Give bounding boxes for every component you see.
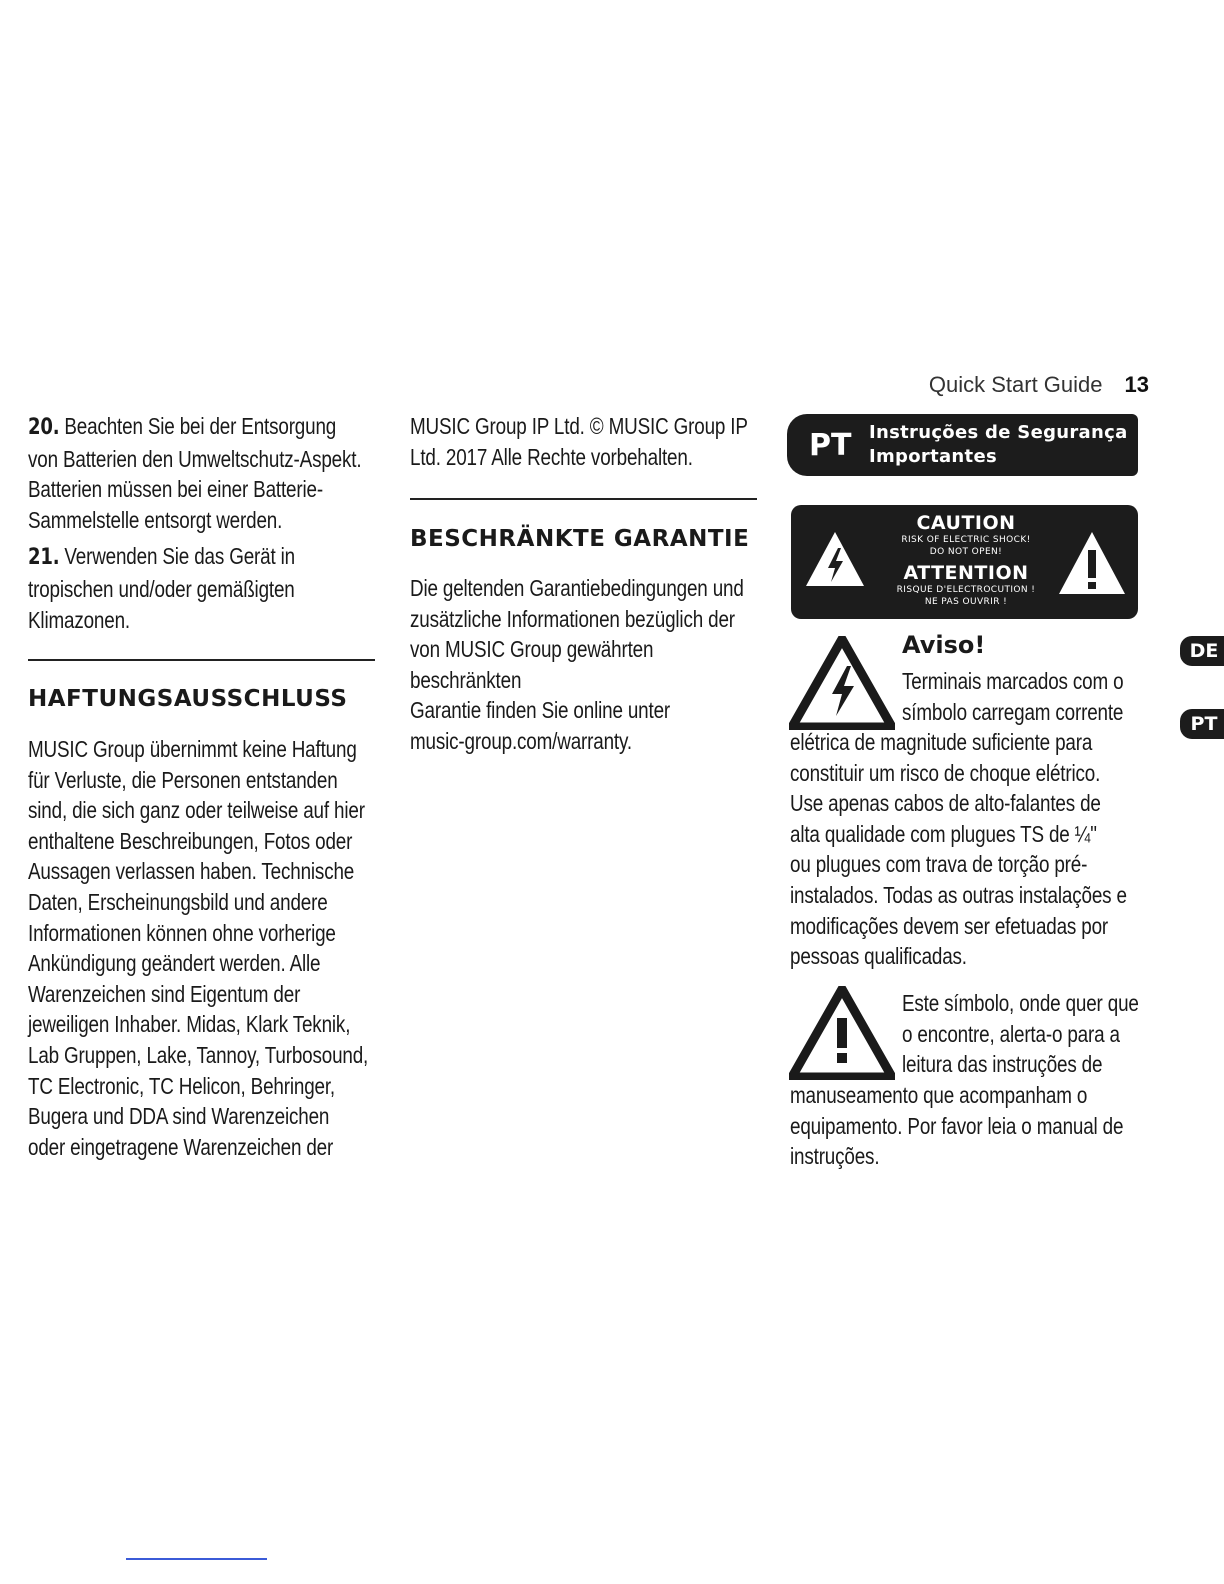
pt-section-banner bbox=[787, 414, 1138, 476]
body-line: alta qualidade com plugues TS de ¼" bbox=[790, 820, 1097, 847]
item-20-number: 20. bbox=[28, 415, 60, 440]
body-line: Terminais marcados com o bbox=[902, 668, 1124, 694]
body-line: TC Electronic, TC Helicon, Behringer, bbox=[28, 1072, 336, 1099]
body-line: Este símbolo, onde quer que bbox=[902, 990, 1139, 1016]
body-line: Daten, Erscheinungsbild und andere bbox=[28, 888, 328, 915]
body-line: zusätzliche Informationen bezüglich der bbox=[410, 605, 735, 632]
section-divider bbox=[410, 498, 757, 500]
symbol-indented bbox=[902, 988, 1191, 1080]
body-line: manuseamento que acompanham o bbox=[790, 1082, 1088, 1108]
exclamation-icon bbox=[789, 986, 895, 1080]
attention-sub: NE PAS OUVRIR ! bbox=[924, 597, 1008, 607]
item-20-line: Batterien müssen bei einer Batterie- bbox=[28, 476, 323, 503]
body-line: enthaltene Beschreibungen, Fotos oder bbox=[28, 827, 353, 854]
item-21-line: tropischen und/oder gemäßigten bbox=[28, 575, 295, 602]
item-20-line: von Batterien den Umweltschutz-Aspekt. bbox=[28, 445, 362, 472]
page-number: 13 bbox=[1124, 372, 1149, 397]
column-middle bbox=[410, 411, 830, 472]
disclaimer-body bbox=[28, 734, 448, 1162]
body-line: sind, die sich ganz oder teilweise auf hier bbox=[28, 797, 365, 824]
symbol-body bbox=[790, 1080, 1210, 1172]
body-line: o encontre, alerta-o para a bbox=[902, 1020, 1120, 1047]
body-line: símbolo carregam corrente bbox=[902, 698, 1124, 725]
body-line: für Verluste, die Personen entstanden bbox=[28, 766, 338, 793]
warranty-link[interactable]: music-group.com/warranty. bbox=[410, 727, 632, 754]
banner-title-line: Instruções de Segurança bbox=[869, 422, 1128, 443]
item-21-number: 21. bbox=[28, 545, 60, 571]
item-21-line: Klimazonen. bbox=[28, 606, 130, 633]
caution-label bbox=[791, 505, 1138, 619]
heading-haftungsausschluss: HAFTUNGSAUSSCHLUSS bbox=[28, 686, 348, 712]
body-line: constituir um risco de choque elétrico. bbox=[790, 759, 1101, 786]
body-line: oder eingetragene Warenzeichen der bbox=[28, 1133, 334, 1160]
body-line: Bugera und DDA sind Warenzeichen bbox=[28, 1103, 330, 1130]
caution-title: CAUTION bbox=[916, 512, 1016, 534]
body-line: instruções. bbox=[790, 1143, 880, 1170]
warranty-body bbox=[410, 573, 830, 757]
body-line: jeweiligen Inhaber. Midas, Klark Teknik, bbox=[28, 1011, 351, 1038]
banner-title bbox=[869, 421, 1128, 469]
body-line: Informationen können ohne vorherige bbox=[28, 919, 336, 946]
guide-title: Quick Start Guide bbox=[928, 372, 1103, 397]
body-line: Garantie finden Sie online unter bbox=[410, 697, 671, 724]
body-line: MUSIC Group übernimmt keine Haftung bbox=[28, 736, 357, 762]
body-line: Use apenas cabos de alto-falantes de bbox=[790, 790, 1101, 817]
attention-title: ATTENTION bbox=[903, 562, 1029, 584]
body-line: modificações devem ser efetuadas por bbox=[790, 912, 1109, 939]
side-tab-pt[interactable]: PT bbox=[1180, 709, 1224, 739]
language-code: PT bbox=[809, 427, 852, 463]
page-header bbox=[929, 372, 1149, 398]
caution-text bbox=[871, 512, 1061, 608]
body-line: Ankündigung geändert werden. Alle bbox=[28, 950, 321, 977]
aviso-indented bbox=[902, 666, 1172, 727]
side-tab-de[interactable]: DE bbox=[1180, 636, 1224, 666]
aviso-body bbox=[790, 727, 1210, 972]
lightning-warning-icon bbox=[804, 530, 866, 588]
item-20-line: Beachten Sie bei der Entsorgung bbox=[64, 413, 337, 439]
caution-sub: DO NOT OPEN! bbox=[929, 547, 1003, 557]
copyright-line: MUSIC Group IP Ltd. © MUSIC Group IP bbox=[410, 413, 748, 439]
body-line: Die geltenden Garantiebedingungen und bbox=[410, 575, 744, 601]
section-divider bbox=[28, 659, 375, 661]
item-21-line: Verwenden Sie das Gerät in bbox=[64, 543, 295, 570]
heading-beschraenkte-garantie: BESCHRÄNKTE GARANTIE bbox=[410, 526, 750, 552]
aviso-title: Aviso! bbox=[902, 631, 986, 659]
banner-title-line: Importantes bbox=[869, 446, 997, 467]
exclamation-warning-icon bbox=[1057, 530, 1127, 596]
body-line: Aussagen verlassen haben. Technische bbox=[28, 858, 355, 885]
body-line: elétrica de magnitude suficiente para bbox=[790, 729, 1093, 755]
body-line: instalados. Todas as outras instalações e bbox=[790, 881, 1127, 908]
body-line: von MUSIC Group gewährten beschränkten bbox=[410, 636, 654, 693]
footer-rule bbox=[126, 1558, 267, 1560]
attention-sub: RISQUE D'ELECTROCUTION ! bbox=[896, 585, 1036, 595]
body-line: Warenzeichen sind Eigentum der bbox=[28, 980, 301, 1007]
item-20-line: Sammelstelle entsorgt werden. bbox=[28, 506, 283, 533]
body-line: Lab Gruppen, Lake, Tannoy, Turbosound, bbox=[28, 1041, 369, 1068]
body-line: leitura das instruções de bbox=[902, 1051, 1103, 1078]
copyright-line: Ltd. 2017 Alle Rechte vorbehalten. bbox=[410, 443, 693, 470]
item-21 bbox=[28, 541, 372, 635]
column-left bbox=[28, 411, 448, 635]
caution-sub: RISK OF ELECTRIC SHOCK! bbox=[901, 535, 1031, 545]
body-line: ou plugues com trava de torção pré- bbox=[790, 851, 1088, 878]
body-line: pessoas qualificadas. bbox=[790, 943, 967, 970]
shock-hazard-icon bbox=[789, 636, 895, 730]
item-20 bbox=[28, 411, 372, 535]
body-line: equipamento. Por favor leia o manual de bbox=[790, 1112, 1124, 1139]
